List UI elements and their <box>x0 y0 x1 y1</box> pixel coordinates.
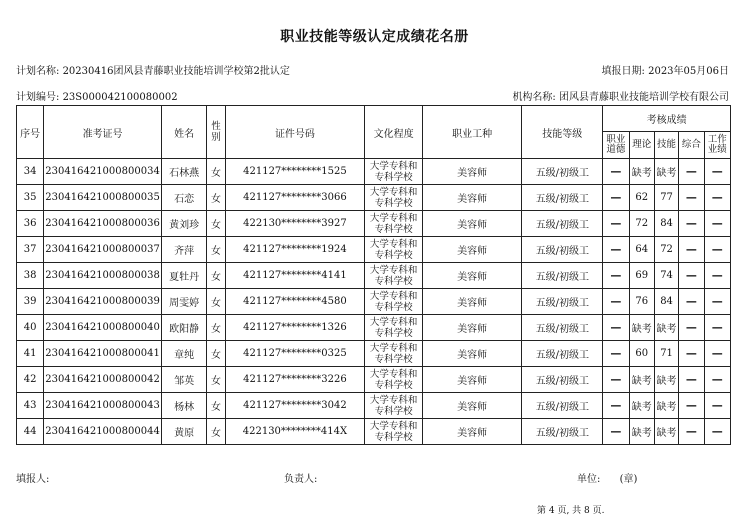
cell-id-no: 421127********1924 <box>225 237 365 263</box>
cell-work: — <box>704 159 730 185</box>
cell-name: 邹英 <box>161 367 207 393</box>
cell-skill: 缺考 <box>654 159 678 185</box>
cell-education: 大学专科和专科学校 <box>365 211 423 237</box>
cell-name: 章纯 <box>161 341 207 367</box>
cell-seq: 36 <box>17 211 44 237</box>
cell-seq: 41 <box>17 341 44 367</box>
cell-ethics: — <box>603 159 629 185</box>
cell-overall: — <box>679 367 704 393</box>
plan-name-line <box>16 62 290 77</box>
cell-skill: 84 <box>654 289 678 315</box>
page-title: 职业技能等级认定成绩花名册 <box>280 29 469 45</box>
footer-filler: 填报人: <box>16 474 50 485</box>
cell-level: 五级/初级工 <box>522 237 603 263</box>
cell-work: — <box>704 341 730 367</box>
cell-seq: 34 <box>17 159 44 185</box>
cell-skill: 71 <box>654 341 678 367</box>
plan-no-label: 计划编号: <box>16 92 60 103</box>
cell-education: 大学专科和专科学校 <box>365 263 423 289</box>
cell-name: 黄原 <box>161 419 207 445</box>
cell-seq: 39 <box>17 289 44 315</box>
org-label: 机构名称: <box>512 92 556 103</box>
cell-education: 大学专科和专科学校 <box>365 237 423 263</box>
cell-ethics: — <box>603 341 629 367</box>
table-row <box>17 367 731 393</box>
cell-gender: 女 <box>207 263 225 289</box>
cell-ethics: — <box>603 419 629 445</box>
cell-education: 大学专科和专科学校 <box>365 367 423 393</box>
cell-skill: 84 <box>654 211 678 237</box>
cell-name: 黄刘珍 <box>161 211 207 237</box>
header-scores: 考核成绩 <box>603 106 731 132</box>
table-row <box>17 393 731 419</box>
cell-work: — <box>704 263 730 289</box>
cell-gender: 女 <box>207 393 225 419</box>
cell-theory: 缺考 <box>629 315 654 341</box>
cell-gender: 女 <box>207 315 225 341</box>
cell-gender: 女 <box>207 185 225 211</box>
cell-overall: — <box>679 263 704 289</box>
cell-exam-no: 230416421000800043 <box>44 393 161 419</box>
cell-exam-no: 230416421000800041 <box>44 341 161 367</box>
header-name: 姓名 <box>161 106 207 159</box>
cell-education: 大学专科和专科学校 <box>365 419 423 445</box>
report-date-line <box>602 62 729 77</box>
cell-work: — <box>704 367 730 393</box>
cell-overall: — <box>679 289 704 315</box>
table-row <box>17 185 731 211</box>
cell-overall: — <box>679 211 704 237</box>
cell-work: — <box>704 419 730 445</box>
org-line <box>512 88 729 103</box>
org-value: 团风县青藤职业技能培训学校有限公司 <box>559 92 729 103</box>
cell-work: — <box>704 237 730 263</box>
cell-occupation: 美容师 <box>423 289 522 315</box>
table-row <box>17 315 731 341</box>
header-seq: 序号 <box>17 106 44 159</box>
score-table <box>16 105 731 445</box>
cell-education: 大学专科和专科学校 <box>365 185 423 211</box>
cell-seq: 42 <box>17 367 44 393</box>
cell-skill: 缺考 <box>654 367 678 393</box>
table-row <box>17 159 731 185</box>
cell-seq: 40 <box>17 315 44 341</box>
header-work: 工作业绩 <box>704 132 730 159</box>
cell-overall: — <box>679 237 704 263</box>
cell-skill: 77 <box>654 185 678 211</box>
cell-occupation: 美容师 <box>423 211 522 237</box>
header-gender: 性别 <box>207 106 225 159</box>
cell-seq: 43 <box>17 393 44 419</box>
cell-exam-no: 230416421000800044 <box>44 419 161 445</box>
cell-theory: 60 <box>629 341 654 367</box>
cell-seq: 37 <box>17 237 44 263</box>
header-ethics: 职业道德 <box>603 132 629 159</box>
cell-exam-no: 230416421000800040 <box>44 315 161 341</box>
table-row <box>17 289 731 315</box>
cell-theory: 76 <box>629 289 654 315</box>
cell-theory: 64 <box>629 237 654 263</box>
cell-name: 欧阳静 <box>161 315 207 341</box>
cell-id-no: 421127********4141 <box>225 263 365 289</box>
cell-work: — <box>704 211 730 237</box>
cell-overall: — <box>679 341 704 367</box>
cell-skill: 72 <box>654 237 678 263</box>
cell-level: 五级/初级工 <box>522 315 603 341</box>
cell-occupation: 美容师 <box>423 419 522 445</box>
cell-seq: 35 <box>17 185 44 211</box>
cell-ethics: — <box>603 367 629 393</box>
cell-overall: — <box>679 159 704 185</box>
cell-ethics: — <box>603 315 629 341</box>
cell-occupation: 美容师 <box>423 393 522 419</box>
cell-gender: 女 <box>207 289 225 315</box>
header-occupation: 职业工种 <box>423 106 522 159</box>
cell-overall: — <box>679 185 704 211</box>
cell-occupation: 美容师 <box>423 185 522 211</box>
footer-seal: (章) <box>619 474 638 485</box>
cell-gender: 女 <box>207 237 225 263</box>
cell-theory: 69 <box>629 263 654 289</box>
footer-responsible: 负责人: <box>284 474 318 485</box>
cell-gender: 女 <box>207 419 225 445</box>
cell-level: 五级/初级工 <box>522 159 603 185</box>
header-skill: 技能 <box>654 132 678 159</box>
cell-ethics: — <box>603 263 629 289</box>
cell-occupation: 美容师 <box>423 341 522 367</box>
cell-id-no: 422130********414X <box>225 419 365 445</box>
cell-ethics: — <box>603 393 629 419</box>
cell-id-no: 421127********3066 <box>225 185 365 211</box>
cell-gender: 女 <box>207 159 225 185</box>
cell-level: 五级/初级工 <box>522 211 603 237</box>
cell-ethics: — <box>603 211 629 237</box>
header-level: 技能等级 <box>522 106 603 159</box>
report-date-value: 2023年05月06日 <box>648 66 729 77</box>
cell-id-no: 421127********3226 <box>225 367 365 393</box>
cell-work: — <box>704 393 730 419</box>
table-body <box>17 159 731 445</box>
cell-exam-no: 230416421000800038 <box>44 263 161 289</box>
cell-level: 五级/初级工 <box>522 263 603 289</box>
cell-id-no: 421127********0325 <box>225 341 365 367</box>
cell-name: 石林燕 <box>161 159 207 185</box>
cell-id-no: 421127********1326 <box>225 315 365 341</box>
header-exam-no: 准考证号 <box>44 106 161 159</box>
cell-level: 五级/初级工 <box>522 419 603 445</box>
cell-exam-no: 230416421000800039 <box>44 289 161 315</box>
cell-skill: 缺考 <box>654 393 678 419</box>
cell-education: 大学专科和专科学校 <box>365 393 423 419</box>
cell-occupation: 美容师 <box>423 237 522 263</box>
cell-skill: 缺考 <box>654 419 678 445</box>
cell-name: 杨林 <box>161 393 207 419</box>
cell-work: — <box>704 185 730 211</box>
cell-id-no: 422130********3927 <box>225 211 365 237</box>
cell-name: 石恋 <box>161 185 207 211</box>
plan-no-line <box>16 88 178 103</box>
cell-name: 齐萍 <box>161 237 207 263</box>
header-theory: 理论 <box>629 132 654 159</box>
cell-theory: 缺考 <box>629 419 654 445</box>
header-id-no: 证件号码 <box>225 106 365 159</box>
cell-exam-no: 230416421000800036 <box>44 211 161 237</box>
footer-unit-label: 单位: <box>577 474 601 485</box>
cell-seq: 44 <box>17 419 44 445</box>
cell-skill: 74 <box>654 263 678 289</box>
cell-exam-no: 230416421000800034 <box>44 159 161 185</box>
cell-name: 周雯婷 <box>161 289 207 315</box>
cell-skill: 缺考 <box>654 315 678 341</box>
cell-id-no: 421127********4580 <box>225 289 365 315</box>
cell-exam-no: 230416421000800042 <box>44 367 161 393</box>
cell-education: 大学专科和专科学校 <box>365 341 423 367</box>
cell-theory: 缺考 <box>629 393 654 419</box>
cell-overall: — <box>679 419 704 445</box>
cell-overall: — <box>679 393 704 419</box>
cell-work: — <box>704 289 730 315</box>
plan-name-value: 20230416团风县青藤职业技能培训学校第2批认定 <box>62 66 290 77</box>
cell-gender: 女 <box>207 211 225 237</box>
table-row <box>17 211 731 237</box>
cell-theory: 缺考 <box>629 367 654 393</box>
cell-level: 五级/初级工 <box>522 367 603 393</box>
cell-theory: 缺考 <box>629 159 654 185</box>
header-education: 文化程度 <box>365 106 423 159</box>
cell-level: 五级/初级工 <box>522 341 603 367</box>
cell-id-no: 421127********1525 <box>225 159 365 185</box>
cell-theory: 62 <box>629 185 654 211</box>
footer-unit <box>577 470 637 485</box>
table-row <box>17 419 731 445</box>
table-row <box>17 237 731 263</box>
cell-gender: 女 <box>207 367 225 393</box>
cell-theory: 72 <box>629 211 654 237</box>
cell-occupation: 美容师 <box>423 315 522 341</box>
cell-occupation: 美容师 <box>423 263 522 289</box>
table-row <box>17 341 731 367</box>
cell-occupation: 美容师 <box>423 159 522 185</box>
cell-exam-no: 230416421000800037 <box>44 237 161 263</box>
header-overall: 综合 <box>679 132 704 159</box>
plan-no-value: 23S000042100080002 <box>62 92 178 103</box>
report-date-label: 填报日期: <box>601 66 645 77</box>
cell-ethics: — <box>603 185 629 211</box>
cell-education: 大学专科和专科学校 <box>365 315 423 341</box>
cell-id-no: 421127********3042 <box>225 393 365 419</box>
cell-seq: 38 <box>17 263 44 289</box>
cell-ethics: — <box>603 289 629 315</box>
cell-education: 大学专科和专科学校 <box>365 289 423 315</box>
cell-occupation: 美容师 <box>423 367 522 393</box>
cell-level: 五级/初级工 <box>522 185 603 211</box>
cell-gender: 女 <box>207 341 225 367</box>
page-indicator: 第 4 页, 共 8 页. <box>537 506 605 516</box>
plan-name-label: 计划名称: <box>16 66 60 77</box>
cell-overall: — <box>679 315 704 341</box>
cell-exam-no: 230416421000800035 <box>44 185 161 211</box>
cell-education: 大学专科和专科学校 <box>365 159 423 185</box>
cell-name: 夏牡丹 <box>161 263 207 289</box>
cell-work: — <box>704 315 730 341</box>
cell-ethics: — <box>603 237 629 263</box>
cell-level: 五级/初级工 <box>522 289 603 315</box>
table-row <box>17 263 731 289</box>
cell-level: 五级/初级工 <box>522 393 603 419</box>
